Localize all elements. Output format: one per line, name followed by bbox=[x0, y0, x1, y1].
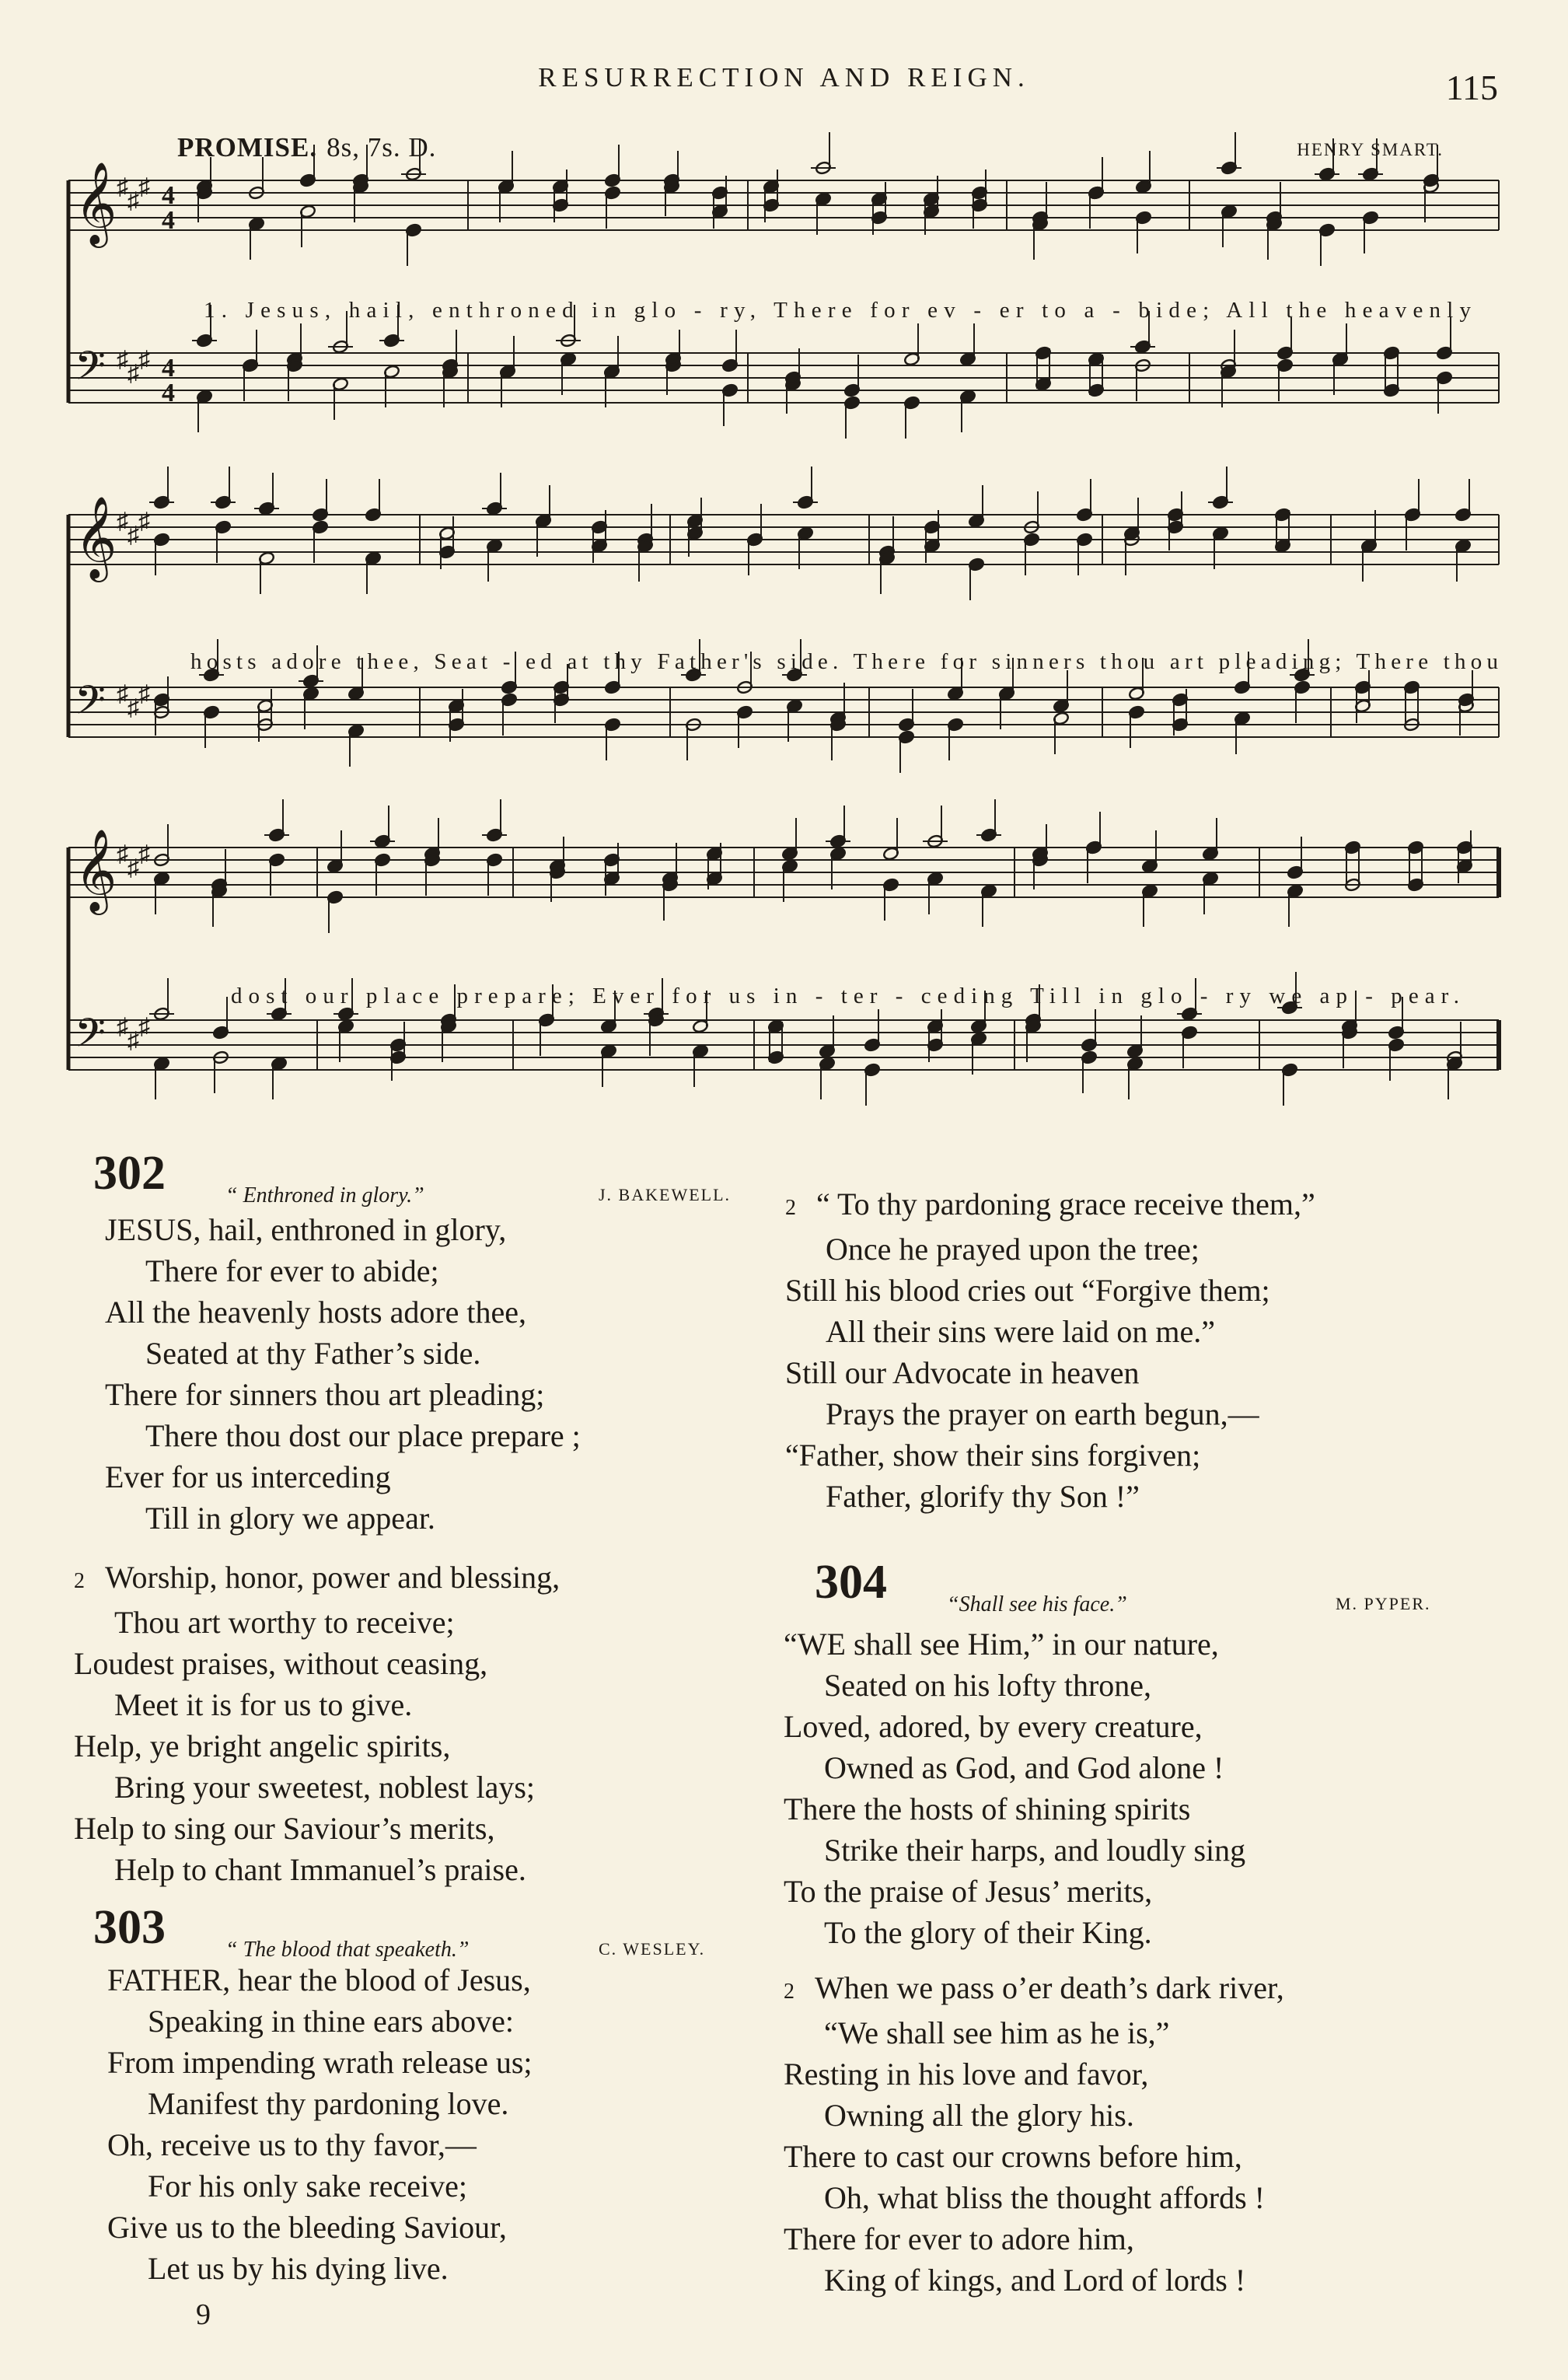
verse-text: “ To thy pardoning grace receive them,” bbox=[816, 1187, 1315, 1221]
bass-clef: 𝄢 bbox=[75, 1009, 106, 1066]
tune-lyric-line: dost our place prepare; Ever for us in - ter - ceding Till in glo - ry we ap - pear. bbox=[231, 984, 1459, 1008]
verse-line bbox=[74, 1767, 560, 1808]
verse-line bbox=[74, 1602, 560, 1643]
verse-text: Seated at thy Father’s side. bbox=[145, 1336, 481, 1371]
verse-line bbox=[107, 2042, 533, 2083]
sharp-sign: ♯ bbox=[127, 522, 139, 548]
sharp-sign: ♯ bbox=[138, 509, 150, 534]
verse-text: To the glory of their King. bbox=[824, 1915, 1152, 1950]
verse-text: Owning all the glory his. bbox=[824, 2098, 1134, 2133]
signature-mark: 9 bbox=[196, 2298, 211, 2331]
verse-line bbox=[784, 2218, 1284, 2259]
verse-line bbox=[74, 1725, 560, 1767]
verse-line bbox=[784, 1912, 1245, 1953]
sharp-sign: ♯ bbox=[117, 1014, 128, 1040]
verse-line bbox=[74, 1684, 560, 1725]
verse-text: All the heavenly hosts adore thee, bbox=[105, 1295, 527, 1330]
sharp-sign: ♯ bbox=[127, 695, 139, 721]
verse-text: There thou dost our place prepare ; bbox=[145, 1418, 581, 1453]
sharp-sign: ♯ bbox=[117, 841, 128, 867]
verse-text: Father, glorify thy Son !” bbox=[826, 1479, 1140, 1514]
verse-text: There for ever to adore him, bbox=[784, 2221, 1134, 2256]
sharp-sign: ♯ bbox=[138, 841, 150, 867]
verse-line bbox=[105, 1333, 581, 1374]
verse-text: Help to chant Immanuel’s praise. bbox=[114, 1852, 526, 1887]
verse-line bbox=[74, 1643, 560, 1684]
time-signature: 4 bbox=[162, 379, 175, 407]
sharp-sign: ♯ bbox=[138, 681, 150, 707]
running-title: RESURRECTION AND REIGN. bbox=[538, 62, 1030, 93]
verse-text: “Father, show their sins forgiven; bbox=[785, 1438, 1201, 1473]
verse-text: Manifest thy pardoning love. bbox=[148, 2086, 509, 2121]
sharp-sign: ♯ bbox=[117, 509, 128, 534]
verse-line bbox=[107, 2207, 533, 2248]
sharp-sign: ♯ bbox=[127, 361, 139, 386]
tune-composer: HENRY SMART. bbox=[1297, 140, 1444, 159]
verse-text: “WE shall see Him,” in our nature, bbox=[784, 1627, 1219, 1662]
tune-name: PROMISE. bbox=[177, 132, 318, 163]
verse-text: Till in glory we appear. bbox=[145, 1501, 435, 1536]
verse-line bbox=[784, 2053, 1284, 2095]
page-number: 115 bbox=[1445, 68, 1498, 107]
verse-line bbox=[74, 1849, 560, 1890]
sharp-sign: ♯ bbox=[117, 347, 128, 372]
sharp-sign: ♯ bbox=[117, 174, 128, 200]
verse-line bbox=[785, 1183, 1315, 1228]
verse bbox=[105, 1209, 581, 1539]
verse-line bbox=[784, 1967, 1284, 2012]
verse-line bbox=[784, 1830, 1245, 1871]
verse-text: FATHER, hear the blood of Jesus, bbox=[107, 1962, 531, 1997]
verse-text: Help, ye bright angelic spirits, bbox=[74, 1728, 451, 1763]
verse-line bbox=[107, 2165, 533, 2207]
verse-line bbox=[107, 2001, 533, 2042]
verse-line bbox=[785, 1270, 1315, 1311]
verse bbox=[107, 1959, 533, 2289]
verse bbox=[785, 1183, 1315, 1517]
verse-line bbox=[784, 2259, 1284, 2301]
time-signature: 4 bbox=[162, 181, 175, 210]
bass-clef: 𝄢 bbox=[75, 342, 106, 399]
verse-number: 2 bbox=[784, 1980, 794, 2004]
verse-text: From impending wrath release us; bbox=[107, 2045, 533, 2080]
hymn-author: C. WESLEY. bbox=[599, 1939, 706, 1959]
verse-line bbox=[785, 1228, 1315, 1270]
hymn-title: “ The blood that speaketh.” bbox=[225, 1938, 470, 1962]
hymn-number: 303 bbox=[93, 1901, 166, 1954]
hymn-author: M. PYPER. bbox=[1336, 1594, 1431, 1613]
verse-line bbox=[105, 1415, 581, 1456]
verse-line bbox=[785, 1393, 1315, 1435]
verse-line bbox=[105, 1498, 581, 1539]
bass-clef: 𝄢 bbox=[75, 676, 106, 733]
verse-text: Strike their harps, and loudly sing bbox=[824, 1833, 1246, 1868]
music-score bbox=[0, 0, 1568, 1151]
verse-text: Loved, adored, by every creature, bbox=[784, 1709, 1203, 1744]
treble-clef: 𝄞 bbox=[75, 828, 117, 911]
verse-line bbox=[784, 1747, 1245, 1788]
verse-line bbox=[107, 2083, 533, 2124]
verse bbox=[784, 1623, 1245, 1953]
verse-text: Thou art worthy to receive; bbox=[114, 1605, 455, 1640]
verse-text: Worship, honor, power and blessing, bbox=[105, 1560, 560, 1595]
sharp-sign: ♯ bbox=[138, 174, 150, 200]
verse-line bbox=[785, 1311, 1315, 1352]
hymn-author: J. BAKEWELL. bbox=[599, 1185, 732, 1204]
verse-text: Speaking in thine ears above: bbox=[148, 2004, 514, 2039]
verse-number: 2 bbox=[785, 1196, 796, 1220]
verse-text: Let us by his dying live. bbox=[148, 2251, 449, 2286]
time-signature: 4 bbox=[162, 206, 175, 235]
verse-text: Help to sing our Saviour’s merits, bbox=[74, 1811, 495, 1846]
verse-text: For his only sake receive; bbox=[148, 2169, 467, 2204]
hymn-title: “Shall see his face.” bbox=[947, 1592, 1127, 1616]
verse-text: JESUS, hail, enthroned in glory, bbox=[105, 1212, 507, 1247]
verse-line bbox=[107, 1959, 533, 2001]
verse bbox=[784, 1967, 1284, 2301]
tune-meter: 8s, 7s. D. bbox=[327, 132, 437, 163]
verse-text: Resting in his love and favor, bbox=[784, 2057, 1149, 2092]
verse-text: Prays the prayer on earth begun,— bbox=[826, 1396, 1259, 1431]
verse-text: There to cast our crowns before him, bbox=[784, 2139, 1242, 2174]
sharp-sign: ♯ bbox=[127, 1028, 139, 1054]
verse-text: Once he prayed upon the tree; bbox=[826, 1232, 1200, 1267]
verse-line bbox=[107, 2124, 533, 2165]
verse-line bbox=[107, 2248, 533, 2289]
sharp-sign: ♯ bbox=[138, 347, 150, 372]
verse-line bbox=[105, 1291, 581, 1333]
verse-line bbox=[105, 1456, 581, 1498]
verse-text: Loudest praises, without ceasing, bbox=[74, 1646, 488, 1681]
verse bbox=[74, 1557, 560, 1890]
verse-line bbox=[105, 1209, 581, 1250]
verse-text: All their sins were laid on me.” bbox=[826, 1314, 1215, 1349]
verse-text: King of kings, and Lord of lords ! bbox=[824, 2263, 1246, 2298]
hymn-number: 302 bbox=[93, 1147, 166, 1200]
verse-text: When we pass o’er death’s dark river, bbox=[815, 1970, 1284, 2005]
verse-text: Still our Advocate in heaven bbox=[785, 1355, 1140, 1390]
verse-line bbox=[784, 2177, 1284, 2218]
tune-lyric-line: 1. Jesus, hail, enthroned in glo - ry, There for ev - er to a - bide; All the heavenly bbox=[204, 298, 1472, 323]
verse-text: There for sinners thou art pleading; bbox=[105, 1377, 545, 1412]
hymn-number: 304 bbox=[815, 1556, 887, 1609]
verse-line bbox=[74, 1808, 560, 1849]
verse-text: “We shall see him as he is,” bbox=[824, 2015, 1170, 2050]
verse-line bbox=[784, 2012, 1284, 2053]
sharp-sign: ♯ bbox=[117, 681, 128, 707]
sharp-sign: ♯ bbox=[127, 188, 139, 214]
verse-line bbox=[74, 1557, 560, 1602]
verse-line bbox=[784, 2136, 1284, 2177]
sharp-sign: ♯ bbox=[127, 855, 139, 881]
verse-text: Meet it is for us to give. bbox=[114, 1687, 413, 1722]
verse-line bbox=[785, 1476, 1315, 1517]
verse-line bbox=[785, 1352, 1315, 1393]
verse-line bbox=[105, 1250, 581, 1291]
verse-text: There the hosts of shining spirits bbox=[784, 1791, 1191, 1826]
treble-clef: 𝄞 bbox=[75, 161, 117, 244]
verse-text: Give us to the bleeding Saviour, bbox=[107, 2210, 507, 2245]
hymn-title: “ Enthroned in glory.” bbox=[225, 1183, 424, 1207]
verse-text: Still his blood cries out “Forgive them; bbox=[785, 1273, 1270, 1308]
verse-text: Ever for us interceding bbox=[105, 1459, 391, 1494]
treble-clef: 𝄞 bbox=[75, 495, 117, 578]
verse-text: Owned as God, and God alone ! bbox=[824, 1750, 1224, 1785]
verse-text: Seated on his lofty throne, bbox=[824, 1668, 1152, 1703]
verse-line bbox=[784, 2095, 1284, 2136]
verse-line bbox=[105, 1374, 581, 1415]
sharp-sign: ♯ bbox=[138, 1014, 150, 1040]
verse-line bbox=[784, 1788, 1245, 1830]
tune-lyric-line: hosts adore thee, Seat - ed at thy Father's side. There for sinners thou art pleading; There thou bbox=[190, 649, 1498, 674]
verse-text: There for ever to abide; bbox=[145, 1253, 439, 1288]
verse-text: Oh, receive us to thy favor,— bbox=[107, 2127, 477, 2162]
verse-number: 2 bbox=[74, 1569, 85, 1593]
verse-line bbox=[785, 1435, 1315, 1476]
verse-text: Bring your sweetest, noblest lays; bbox=[114, 1770, 536, 1805]
verse-text: Oh, what bliss the thought affords ! bbox=[824, 2180, 1265, 2215]
verse-text: To the praise of Jesus’ merits, bbox=[784, 1874, 1153, 1909]
verse-line bbox=[784, 1665, 1245, 1706]
verse-line bbox=[784, 1871, 1245, 1912]
verse-line bbox=[784, 1623, 1245, 1665]
verse-line bbox=[784, 1706, 1245, 1747]
time-signature: 4 bbox=[162, 354, 175, 383]
